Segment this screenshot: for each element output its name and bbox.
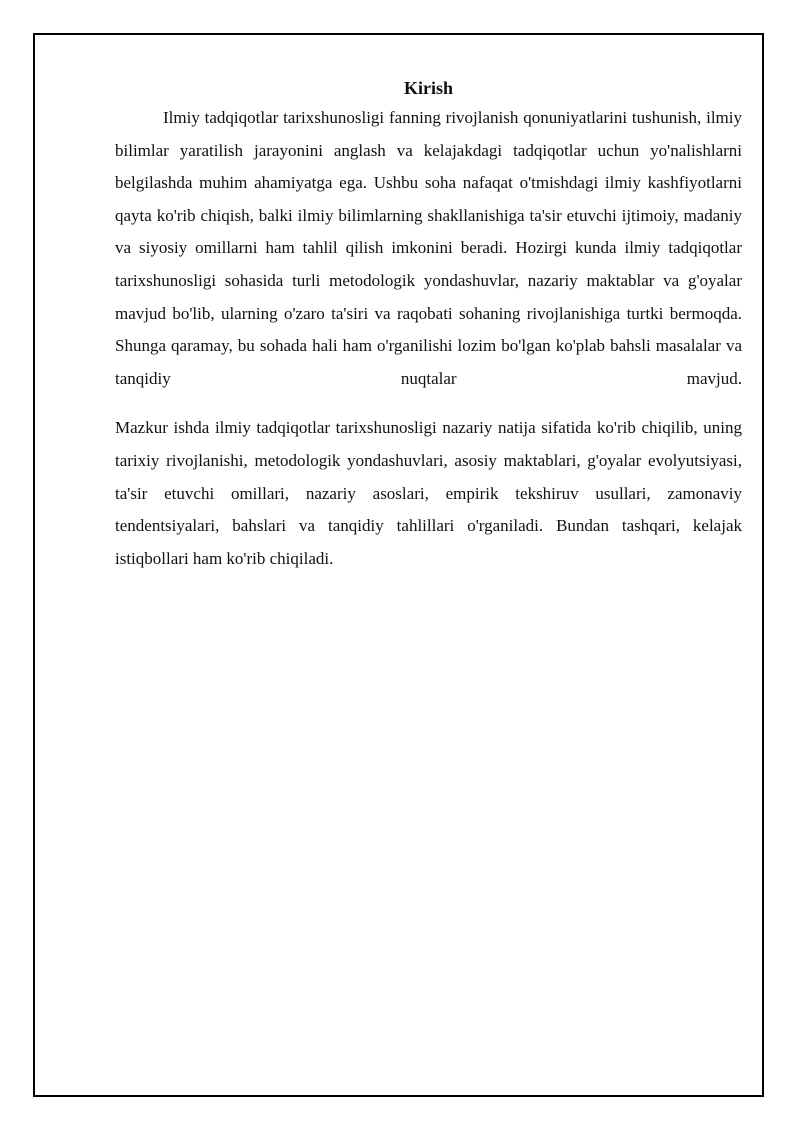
intro-paragraph-1: Ilmiy tadqiqotlar tarixshunosligi fanning rivojlanish qonuniyatlarini tushunish, ilmiy bilimlar yaratilish jarayonini anglash va kelajakdagi tadqiqotlar uchun yo'nalishlarni belgilashda muhim ahamiyatga ega. Ushbu soha nafaqat o'tmishdagi ilmiy kashfiyotlarni qayta ko'rib chiqish, balki ilmiy bilimlarning shakllanishiga ta'sir etuvchi ijtimoiy, madaniy va siyosiy omillarni ham tahlil qilish imkonini beradi. Hozirgi kunda ilmiy tadqiqotlar tarixshunosligi sohasida turli metodologik yondashuvlar, nazariy maktablar va g'oyalar mavjud bo'lib, ularning o'zaro ta'siri va raqobati sohaning rivojlanishiga turtki bermoqda. Shunga qaramay, bu sohada hali ham o'rganilishi lozim bo'lgan ko'plab bahsli masalalar va tanqidiy nuqtalar mavjud. (115, 108, 742, 388)
document-body (115, 74, 742, 575)
intro-paragraph-2: Mazkur ishda ilmiy tadqiqotlar tarixshunosligi nazariy natija sifatida ko'rib chiqilib, uning tarixiy rivojlanishi, metodologik yondashuvlari, asosiy maktablari, g'oyalar evolyutsiyasi, ta'sir etuvchi omillari, nazariy asoslari, empirik tekshiruv usullari, zamonaviy tendentsiyalari, bahslari va tanqidiy tahlillari o'rganiladi. Bundan tashqari, kelajak istiqbollari ham ko'rib chiqiladi. (115, 418, 742, 568)
document-title: Kirish (403, 78, 453, 98)
